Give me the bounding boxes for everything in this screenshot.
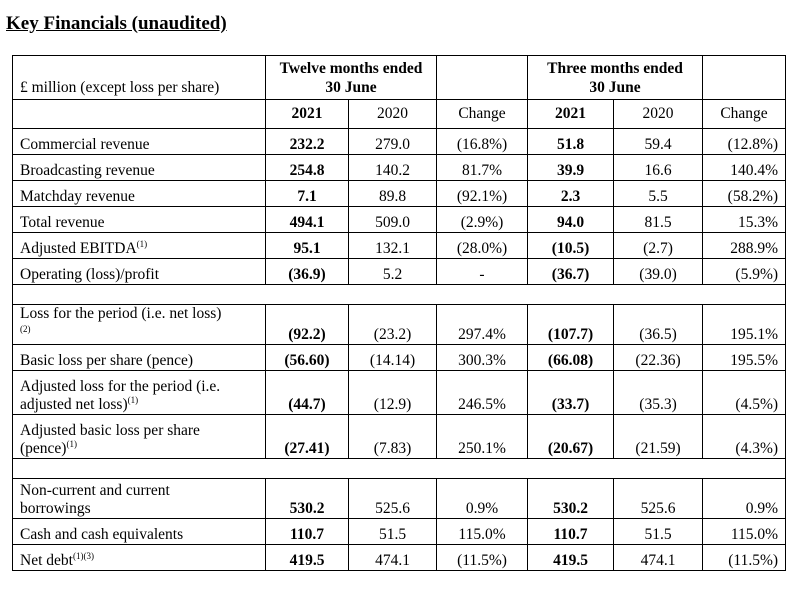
cell-value: (92.1%)	[437, 181, 528, 207]
cell-value: (4.3%)	[703, 415, 786, 459]
cell-value: 110.7	[266, 519, 349, 545]
cell-value: (27.41)	[266, 415, 349, 459]
cell-value: (11.5%)	[437, 545, 528, 571]
cell-value: (10.5)	[528, 233, 614, 259]
cell-value: -	[437, 259, 528, 285]
cell-value: (23.2)	[349, 305, 437, 345]
row-label	[13, 181, 266, 207]
cell-value: (2.9%)	[437, 207, 528, 233]
row-label	[13, 479, 266, 519]
row-label-line2	[20, 500, 261, 518]
group-header-blank	[703, 56, 786, 100]
cell-value: 39.9	[528, 155, 614, 181]
row-label-text: Total revenue	[20, 214, 105, 231]
cell-value: 232.2	[266, 129, 349, 155]
cell-value: 195.1%	[703, 305, 786, 345]
table-row	[13, 129, 786, 155]
spacer-row	[13, 459, 786, 479]
cell-value: (14.14)	[349, 345, 437, 371]
row-label-text: borrowings	[20, 500, 91, 517]
cell-value: 7.1	[266, 181, 349, 207]
cell-value: (66.08)	[528, 345, 614, 371]
table-row	[13, 233, 786, 259]
cell-value: (22.36)	[614, 345, 703, 371]
cell-value: 95.1	[266, 233, 349, 259]
footnote-marker: (1)	[127, 395, 139, 405]
table-row	[13, 415, 786, 459]
col-header: Change	[703, 100, 786, 129]
row-label	[13, 207, 266, 233]
cell-value: (20.67)	[528, 415, 614, 459]
row-label-text: Operating (loss)/profit	[20, 266, 160, 283]
cell-value: 419.5	[266, 545, 349, 571]
row-label	[13, 519, 266, 545]
row-label	[13, 305, 266, 345]
cell-value: (5.9%)	[703, 259, 786, 285]
cell-value: (36.5)	[614, 305, 703, 345]
header-blank	[13, 100, 266, 129]
footnote-marker: (1)	[136, 239, 148, 249]
group-three-line2: 30 June	[589, 78, 641, 96]
cell-value: 494.1	[266, 207, 349, 233]
spacer-row	[13, 285, 786, 305]
cell-value: 525.6	[614, 479, 703, 519]
cell-value: (11.5%)	[703, 545, 786, 571]
cell-value: 15.3%	[703, 207, 786, 233]
row-label-line2	[20, 323, 261, 333]
row-label-text: Adjusted EBITDA	[20, 240, 137, 257]
row-label-text: adjusted net loss)	[20, 396, 128, 413]
col-header: 2021	[266, 100, 349, 129]
row-label-text: Basic loss per share (pence)	[20, 352, 194, 369]
spacer-cell	[13, 285, 786, 305]
cell-value: 250.1%	[437, 415, 528, 459]
row-label-text: Commercial revenue	[20, 136, 150, 153]
table-row	[13, 519, 786, 545]
table-row	[13, 259, 786, 285]
group-header-twelve-months	[266, 56, 437, 100]
cell-value: 81.5	[614, 207, 703, 233]
header-row-columns	[13, 100, 786, 129]
cell-value: 51.5	[614, 519, 703, 545]
cell-value: 89.8	[349, 181, 437, 207]
group-header-three-months	[528, 56, 703, 100]
cell-value: 509.0	[349, 207, 437, 233]
cell-value: 81.7%	[437, 155, 528, 181]
cell-value: 115.0%	[437, 519, 528, 545]
cell-value: 288.9%	[703, 233, 786, 259]
table-row	[13, 207, 786, 233]
cell-value: (107.7)	[528, 305, 614, 345]
cell-value: 16.6	[614, 155, 703, 181]
row-label-line1: Loss for the period (i.e. net loss)	[20, 305, 222, 322]
page-title: Key Financials (unaudited)	[6, 13, 227, 34]
cell-value: (2.7)	[614, 233, 703, 259]
cell-value: (4.5%)	[703, 371, 786, 415]
row-label	[13, 259, 266, 285]
cell-value: (33.7)	[528, 371, 614, 415]
cell-value: 5.2	[349, 259, 437, 285]
cell-value: (56.60)	[266, 345, 349, 371]
row-label	[13, 233, 266, 259]
group-twelve-line2: 30 June	[325, 78, 377, 96]
footnote-marker: (1)	[66, 439, 77, 449]
financials-table	[12, 55, 786, 571]
cell-value: 110.7	[528, 519, 614, 545]
cell-value: (92.2)	[266, 305, 349, 345]
cell-value: (39.0)	[614, 259, 703, 285]
cell-value: 530.2	[266, 479, 349, 519]
col-header: 2020	[614, 100, 703, 129]
row-label-line2	[20, 440, 261, 458]
row-label-line1: Adjusted loss for the period (i.e.	[20, 378, 221, 395]
row-label	[13, 129, 266, 155]
spacer-cell	[13, 459, 786, 479]
cell-value: 51.5	[349, 519, 437, 545]
cell-value: 419.5	[528, 545, 614, 571]
cell-value: 140.4%	[703, 155, 786, 181]
row-label-text: Broadcasting revenue	[20, 162, 155, 179]
table-row	[13, 545, 786, 571]
col-header: 2020	[349, 100, 437, 129]
cell-value: 115.0%	[703, 519, 786, 545]
cell-value: 297.4%	[437, 305, 528, 345]
row-label-line1: Adjusted basic loss per share	[20, 422, 200, 439]
cell-value: 246.5%	[437, 371, 528, 415]
cell-value: 254.8	[266, 155, 349, 181]
group-header-blank	[437, 56, 528, 100]
table-row	[13, 345, 786, 371]
cell-value: (36.9)	[266, 259, 349, 285]
cell-value: 51.8	[528, 129, 614, 155]
cell-value: 94.0	[528, 207, 614, 233]
group-twelve-line1: Twelve months ended	[279, 59, 423, 77]
cell-value: (36.7)	[528, 259, 614, 285]
row-label	[13, 545, 266, 571]
cell-value: 474.1	[349, 545, 437, 571]
cell-value: (12.9)	[349, 371, 437, 415]
row-label-text: Cash and cash equivalents	[20, 526, 184, 543]
cell-value: 525.6	[349, 479, 437, 519]
cell-value: 474.1	[614, 545, 703, 571]
cell-value: 140.2	[349, 155, 437, 181]
row-label-line1: Non-current and current	[20, 482, 170, 499]
row-label-text: (pence)	[20, 440, 67, 457]
col-header: 2021	[528, 100, 614, 129]
row-label	[13, 371, 266, 415]
table-row	[13, 371, 786, 415]
row-label-line2	[20, 396, 261, 414]
cell-value: 5.5	[614, 181, 703, 207]
row-label	[13, 415, 266, 459]
table-row	[13, 479, 786, 519]
header-row-groups	[13, 56, 786, 100]
table-row	[13, 305, 786, 345]
table-row	[13, 181, 786, 207]
row-label-text: Matchday revenue	[20, 188, 135, 205]
cell-value: (28.0%)	[437, 233, 528, 259]
row-label	[13, 345, 266, 371]
unit-label: £ million (except loss per share)	[13, 56, 266, 100]
footnote-marker: (1)(3)	[72, 551, 94, 561]
col-header: Change	[437, 100, 528, 129]
cell-value: 132.1	[349, 233, 437, 259]
cell-value: (12.8%)	[703, 129, 786, 155]
cell-value: 300.3%	[437, 345, 528, 371]
cell-value: (44.7)	[266, 371, 349, 415]
cell-value: 530.2	[528, 479, 614, 519]
cell-value: (21.59)	[614, 415, 703, 459]
cell-value: (16.8%)	[437, 129, 528, 155]
cell-value: 0.9%	[703, 479, 786, 519]
cell-value: 279.0	[349, 129, 437, 155]
cell-value: (58.2%)	[703, 181, 786, 207]
cell-value: 195.5%	[703, 345, 786, 371]
table-row	[13, 155, 786, 181]
cell-value: 2.3	[528, 181, 614, 207]
cell-value: (35.3)	[614, 371, 703, 415]
group-three-line1: Three months ended	[547, 59, 683, 77]
cell-value: 59.4	[614, 129, 703, 155]
cell-value: 0.9%	[437, 479, 528, 519]
row-label	[13, 155, 266, 181]
cell-value: (7.83)	[349, 415, 437, 459]
footnote-marker: (2)	[20, 324, 31, 334]
row-label-text: Net debt	[20, 552, 73, 569]
